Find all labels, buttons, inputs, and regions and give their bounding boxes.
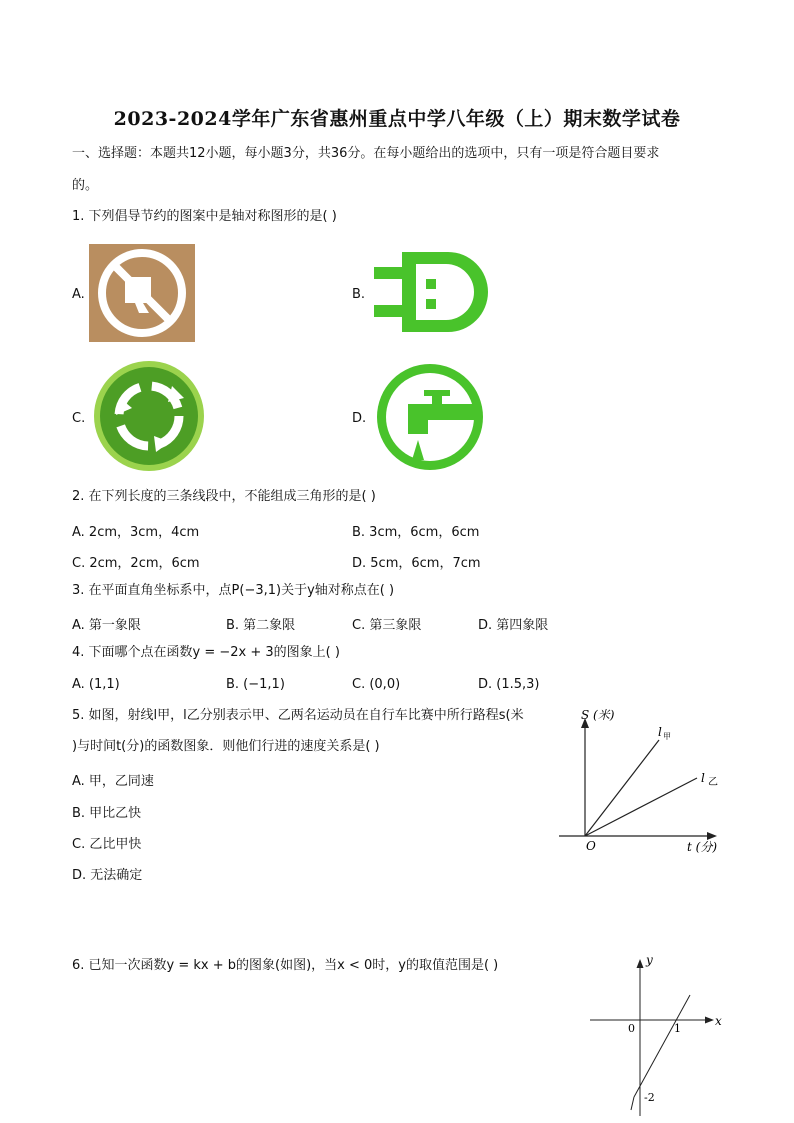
q1-option-b-label: B.	[352, 287, 366, 302]
q5-distance-time-graph	[556, 702, 728, 862]
q6-x-tick-label: 1	[674, 1022, 681, 1035]
plug-icon	[372, 246, 496, 338]
q5-line-yi	[585, 778, 697, 836]
question-5-stem-line1: 5. 如图，射线l甲，l乙分别表示甲、乙两名运动员在自行车比赛中所行路程s(米	[72, 708, 524, 723]
page-title: 2023-2024学年广东省惠州重点中学八年级（上）期末数学试卷	[113, 108, 681, 130]
q5-option-c: C. 乙比甲快	[72, 837, 142, 852]
q5-option-d: D. 无法确定	[72, 868, 143, 883]
question-4-stem: 4. 下面哪个点在函数y = −2x + 3的图象上( )	[72, 645, 340, 660]
q2-option-d: D. 5cm，6cm，7cm	[352, 556, 481, 571]
q6-x-axis-label: x	[715, 1014, 722, 1028]
q1-option-d-label: D.	[352, 411, 367, 426]
question-6-stem: 6. 已知一次函数y = kx + b的图象(如图)，当x < 0时，y的取值范围是( )	[72, 958, 499, 973]
q5-x-axis-arrow	[707, 832, 717, 840]
section-heading-line1: 一、选择题：本题共12小题，每小题3分，共36分。在每小题给出的选项中，只有一项是符合题目要求	[72, 146, 660, 161]
q6-linear-function-graph	[586, 950, 726, 1120]
question-3-stem: 3. 在平面直角坐标系中，点P(−3,1)关于y轴对称点在( )	[72, 583, 395, 598]
q5-line-jia-label: l	[658, 725, 662, 739]
section-heading-line2: 的。	[72, 178, 99, 193]
q6-function-line	[634, 995, 690, 1097]
q3-option-d: D. 第四象限	[478, 618, 549, 633]
q5-line-yi-label: l	[701, 771, 705, 785]
q6-y-tick-label: -2	[644, 1091, 655, 1104]
q4-option-c: C. (0,0)	[352, 677, 401, 692]
q4-option-b: B. (−1,1)	[226, 677, 285, 692]
q3-option-a: A. 第一象限	[72, 618, 141, 633]
question-5-stem-line2: )与时间t(分)的函数图象．则他们行进的速度关系是( )	[72, 739, 380, 754]
q6-origin-label: 0	[628, 1022, 635, 1035]
q5-x-axis-label: t (分)	[687, 840, 718, 854]
q6-y-axis-arrow	[637, 959, 644, 968]
q4-option-d: D. (1.5,3)	[478, 677, 540, 692]
q6-x-axis-arrow	[705, 1017, 714, 1024]
q5-line-yi-subscript: 乙	[708, 777, 718, 788]
q1-option-c-label: C.	[72, 411, 86, 426]
water-faucet-icon	[374, 362, 486, 472]
q4-option-a: A. (1,1)	[72, 677, 120, 692]
q5-option-a: A. 甲，乙同速	[72, 774, 154, 789]
question-2-stem: 2. 在下列长度的三条线段中，不能组成三角形的是( )	[72, 489, 376, 504]
q2-option-a: A. 2cm，3cm，4cm	[72, 525, 200, 540]
no-littering-sign-icon	[89, 244, 195, 342]
q5-option-b: B. 甲比乙快	[72, 806, 142, 821]
q3-option-c: C. 第三象限	[352, 618, 422, 633]
q6-y-axis-label: y	[646, 953, 653, 967]
q6-function-line-tail	[631, 1097, 634, 1110]
recycle-icon	[92, 360, 206, 472]
q5-y-axis-label: S (米)	[581, 708, 615, 722]
question-1-stem: 1. 下列倡导节约的图案中是轴对称图形的是( )	[72, 209, 337, 224]
q3-option-b: B. 第二象限	[226, 618, 296, 633]
q5-line-jia-subscript: 甲	[663, 732, 671, 741]
q2-option-c: C. 2cm，2cm，6cm	[72, 556, 200, 571]
q5-line-jia	[585, 740, 659, 836]
q1-option-a-label: A.	[72, 287, 85, 302]
q2-option-b: B. 3cm，6cm，6cm	[352, 525, 480, 540]
q5-origin-label: O	[586, 839, 596, 853]
